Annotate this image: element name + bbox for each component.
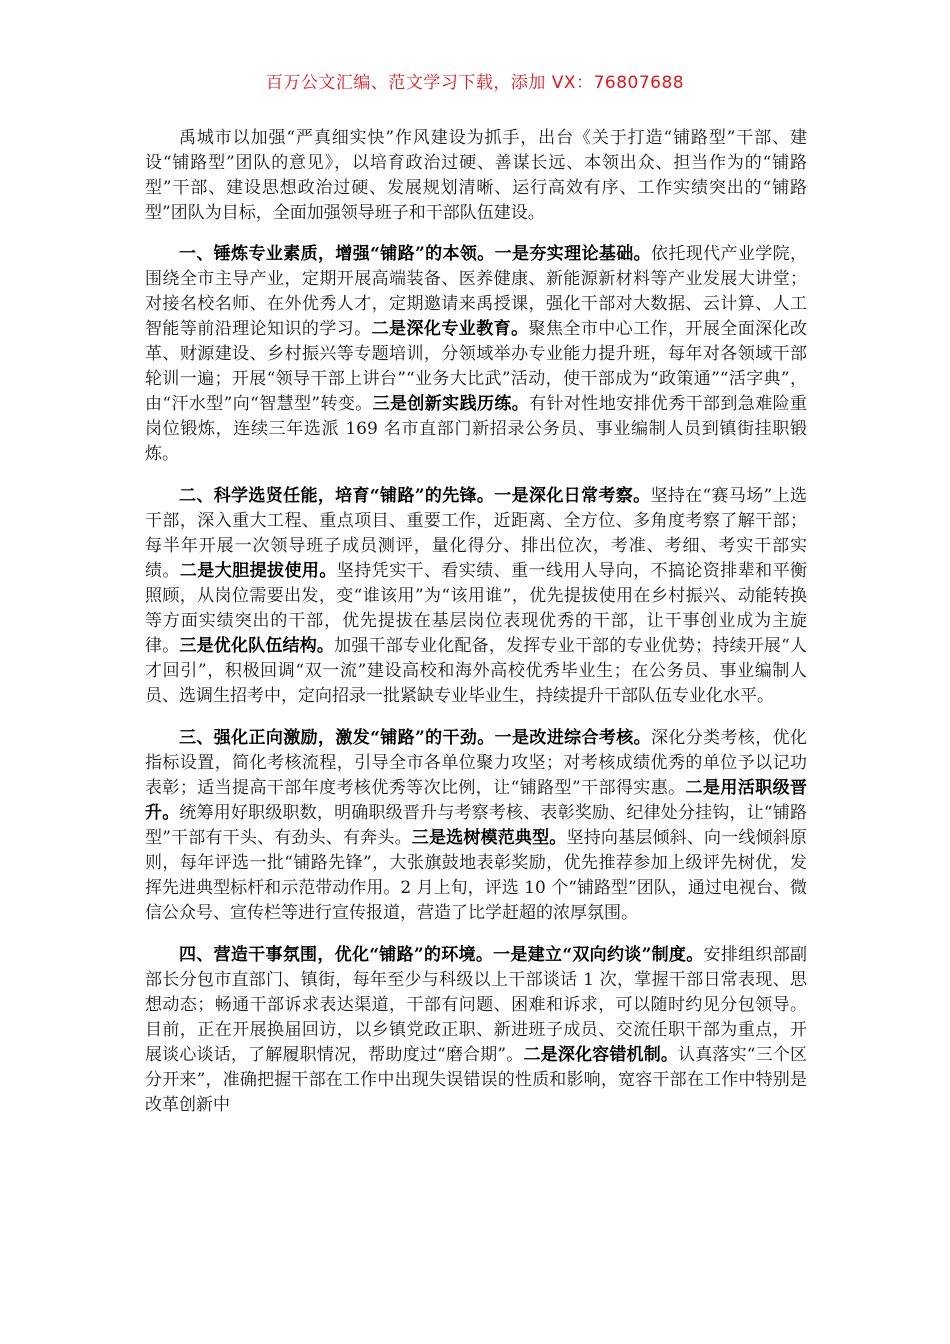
section-3-item-2-text: 统筹用好职级职数，明确职级晋升与考察考核、表彰奖励、纪律处分挂钩，让“铺路型”干部有干头、有劲头、有奔头。 xyxy=(145,803,807,848)
section-3-heading: 三、强化正向激励，激发“铺路”的干劲。 xyxy=(179,728,495,748)
section-2-item-1-title: 一是深化日常考察。 xyxy=(494,486,651,506)
section-4-item-1-title: 一是建立“双向约谈”制度。 xyxy=(493,945,704,965)
section-4-heading: 四、营造干事氛围，优化“铺路”的环境。 xyxy=(179,945,494,965)
section-3-item-2-title: 二是用活职级晋升。 xyxy=(145,778,807,823)
section-2-heading: 二、科学选贤任能，培育“铺路”的先锋。 xyxy=(179,486,495,506)
section-1-item-2-title: 二是深化专业教育。 xyxy=(371,319,529,339)
section-2-item-1-text: 坚持在“赛马场”上选干部，深入重大工程、重点项目、重要工作，近距离、全方位、多角度考察了解干部；每半年开展一次领导班子成员测评，量化得分、排出位次，考准、考细、考实干部实绩。 xyxy=(145,486,808,581)
section-4-item-1-text: 安排组织部副部长分包市直部门、镇街，每年至少与科级以上干部谈话 1 次，掌握干部日常表现、思想动态；畅通干部诉求表达渠道，干部有问题、困难和诉求，可以随时约见分包领导。目前，正在开展换届回访，以乡镇党政正职、新进班子成员、交流任职干部为重点，开展谈心谈话，了解履职情况，帮助度过“磨合期”。 xyxy=(145,945,808,1065)
section-3-item-3-text: 坚持向基层倾斜、向一线倾斜原则，每年评选一批“铺路先锋”，大张旗鼓地表彰奖励，优先推荐参加上级评先树优，发挥先进典型标杆和示范带动作用。2 月上旬，评选 10 个“铺路型”团队，通过电视台、微信公众号、宣传栏等进行宣传报道，营造了比学赶超的浓厚氛围。 xyxy=(145,828,807,923)
page-header-banner: 百万公文汇编、范文学习下载，添加 VX：76807688 xyxy=(265,73,685,93)
section-4-item-2-text: 认真落实“三个区分开来”，准确把握干部在工作中出现失误错误的性质和影响，宽容干部在工作中特别是改革创新中 xyxy=(145,1045,807,1115)
document-body xyxy=(145,126,807,1118)
section-3-item-3-title: 三是选树模范典型。 xyxy=(411,828,567,848)
section-2-item-3-title: 三是优化队伍结构。 xyxy=(179,636,335,656)
section-1-item-1-title: 一是夯实理论基础。 xyxy=(494,244,652,264)
section-3-paragraph xyxy=(145,726,807,926)
section-3-item-1-title: 一是改进综合考核。 xyxy=(494,728,652,748)
section-1-paragraph xyxy=(145,242,807,467)
section-4-paragraph xyxy=(145,943,807,1118)
section-1-item-3-title: 三是创新实践历练。 xyxy=(372,394,530,414)
section-2-item-2-text: 坚持凭实干、看实绩、重一线用人导向，不搞论资排辈和平衡照顾，从岗位需要出发，变“谁该用”为“该用谁”，优先提拔使用在乡村振兴、动能转换等方面实绩突出的干部，优先提拔在基层岗位表现优秀的干部，让干事创业成为主旋律。 xyxy=(145,561,808,656)
section-3-item-1-text: 深化分类考核，优化指标设置，简化考核流程，引导全市各单位聚力攻坚；对考核成绩优秀的单位予以记功表彰；适当提高干部年度考核优秀等次比例，让“铺路型”干部得实惠。 xyxy=(145,728,808,798)
intro-paragraph: 禹城市以加强“严真细实快”作风建设为抓手，出台《关于打造“铺路型”干部、建设“铺路型”团队的意见》，以培育政治过硬、善谋长远、本领出众、担当作为的“铺路型”干部、建设思想政治过硬、发展规划清晰、运行高效有序、工作实绩突出的“铺路型”团队为目标，全面加强领导班子和干部队伍建设。 xyxy=(145,128,807,223)
section-1-item-3-text: 有针对性地安排优秀干部到急难险重岗位锻炼，连续三年选派 169 名市直部门新招录公务员、事业编制人员到镇街挂职锻炼。 xyxy=(145,394,807,464)
section-2-item-2-title: 二是大胆提拔使用。 xyxy=(179,561,337,581)
section-1-item-2-text: 聚焦全市中心工作，开展全面深化改革、财源建设、乡村振兴等专题培训，分领域举办专业能力提升班，每年对各领域干部轮训一遍；开展“领导干部上讲台”“业务大比武”活动，使干部成为“政策通”“活字典”，由“汗水型”向“智慧型”转变。 xyxy=(145,319,808,414)
section-2-item-3-text: 加强干部专业化配备，发挥专业干部的专业优势；持续开展“人才回引”，积极回调“双一流”建设高校和海外高校优秀毕业生；在公务员、事业编制人员、选调生招考中，定向招录一批紧缺专业毕业生，持续提升干部队伍专业化水平。 xyxy=(145,636,807,706)
section-4-item-2-title: 二是深化容错机制。 xyxy=(523,1045,679,1065)
section-2-paragraph xyxy=(145,484,807,709)
section-1-heading: 一、锤炼专业素质，增强“铺路”的本领。 xyxy=(179,244,495,264)
section-1-item-1-text: 依托现代产业学院，围绕全市主导产业，定期开展高端装备、医养健康、新能源新材料等产业发展大讲堂；对接名校名师、在外优秀人才，定期邀请来禹授课，强化干部对大数据、云计算、人工智能等前沿理论知识的学习。 xyxy=(145,244,808,339)
